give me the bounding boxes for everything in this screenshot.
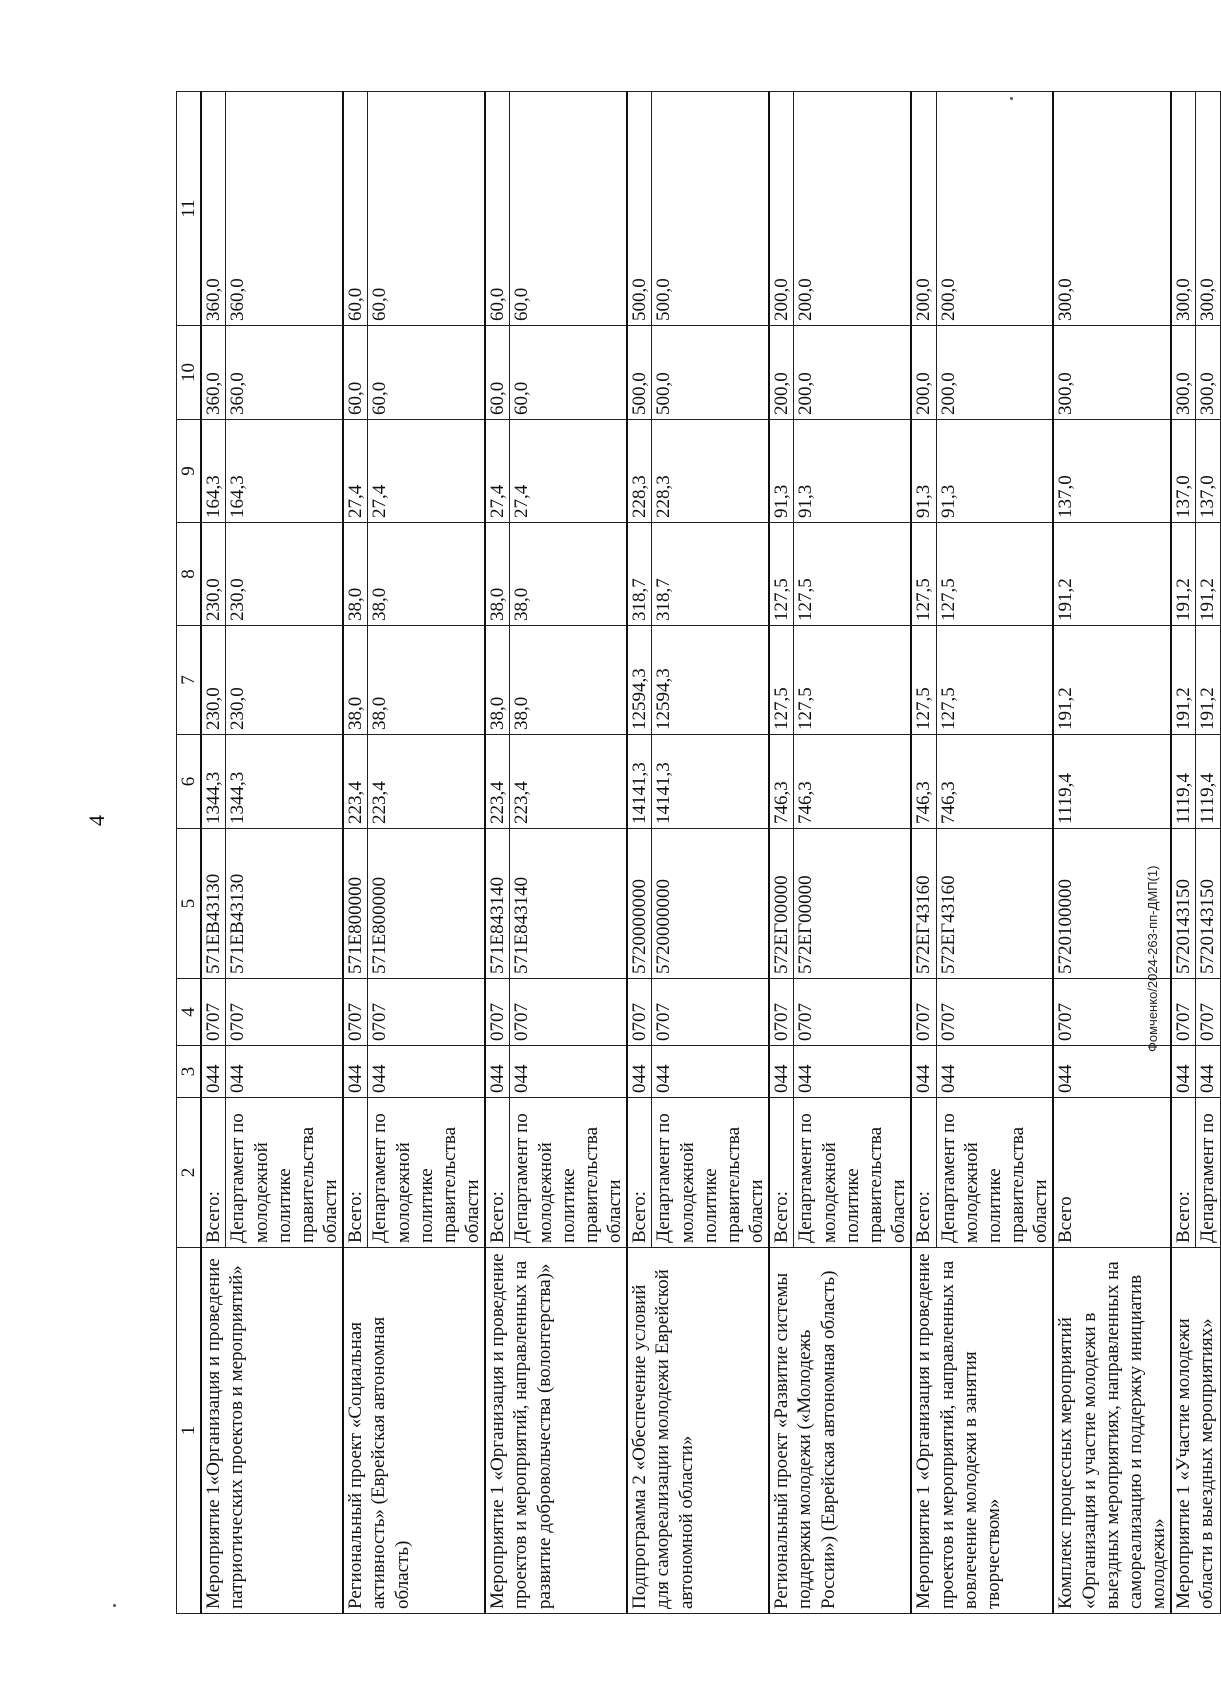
item-name-cell: Мероприятие 1 «Участие молодежи области в выездных мероприятиях» xyxy=(1171,1248,1220,1614)
value-cell: 0707 xyxy=(510,979,627,1046)
executor-cell: Всего xyxy=(1053,1098,1171,1248)
value-cell: 127,5 xyxy=(911,523,936,626)
value-cell: 230,0 xyxy=(226,626,343,735)
value-cell: 318,7 xyxy=(652,523,769,626)
column-header: 9 xyxy=(177,420,202,523)
value-cell: 60,0 xyxy=(510,326,627,420)
value-cell: 044 xyxy=(627,1046,652,1098)
table-row xyxy=(627,92,652,1614)
column-header: 2 xyxy=(177,1098,202,1248)
value-cell: 044 xyxy=(485,1046,510,1098)
column-header: 3 xyxy=(177,1046,202,1098)
value-cell: 38,0 xyxy=(485,523,510,626)
table-row xyxy=(485,92,510,1614)
value-cell: 137,0 xyxy=(1196,420,1220,523)
value-cell: 127,5 xyxy=(794,626,911,735)
executor-cell: Департамент по xyxy=(1196,1098,1220,1248)
executor-cell: Департамент по молодежной политике правительства области xyxy=(794,1098,911,1248)
value-cell: 0707 xyxy=(1053,979,1171,1046)
executor-cell: Всего: xyxy=(343,1098,368,1248)
value-cell: 164,3 xyxy=(201,420,226,523)
value-cell: 200,0 xyxy=(794,92,911,326)
item-name-cell: Мероприятие 1 «Организация и проведение проектов и мероприятий, направленных на вовлечение молодежи в занятия творчеством» xyxy=(911,1248,1053,1614)
value-cell: 1119,4 xyxy=(1196,735,1220,829)
value-cell: 0707 xyxy=(769,979,794,1046)
value-cell: 27,4 xyxy=(485,420,510,523)
value-cell: 228,3 xyxy=(652,420,769,523)
value-cell: 223,4 xyxy=(368,735,485,829)
item-name-cell: Региональный проект «Социальная активность» (Еврейская автономная область) xyxy=(343,1248,485,1614)
item-name-cell: Комплекс процессных мероприятий «Организация и участие молодежи в выездных мероприятиях, направленных на самореализацию и поддержку инициатив молодежи» xyxy=(1053,1248,1171,1614)
value-cell: 0707 xyxy=(627,979,652,1046)
table-row xyxy=(1053,92,1171,1614)
value-cell: 044 xyxy=(368,1046,485,1098)
value-cell: 200,0 xyxy=(794,326,911,420)
item-name-cell: Мероприятие 1 «Организация и проведение проектов и мероприятий, направленных на развитие добровольчества (волонтерства)» xyxy=(485,1248,627,1614)
value-cell: 0707 xyxy=(226,979,343,1046)
value-cell: 500,0 xyxy=(627,326,652,420)
value-cell: 0707 xyxy=(368,979,485,1046)
value-cell: 300,0 xyxy=(1053,92,1171,326)
value-cell: 60,0 xyxy=(368,326,485,420)
value-cell: 5720000000 xyxy=(652,829,769,979)
table-row xyxy=(201,92,226,1614)
executor-cell: Всего: xyxy=(201,1098,226,1248)
value-cell: 60,0 xyxy=(343,92,368,326)
value-cell: 38,0 xyxy=(485,626,510,735)
value-cell: 60,0 xyxy=(485,92,510,326)
executor-cell: Департамент по молодежной политике правительства области xyxy=(652,1098,769,1248)
value-cell: 200,0 xyxy=(911,326,936,420)
value-cell: 127,5 xyxy=(769,523,794,626)
value-cell: 044 xyxy=(936,1046,1053,1098)
executor-cell: Всего: xyxy=(627,1098,652,1248)
value-cell: 230,0 xyxy=(201,523,226,626)
value-cell: 0707 xyxy=(911,979,936,1046)
value-cell: 360,0 xyxy=(201,326,226,420)
value-cell: 191,2 xyxy=(1053,626,1171,735)
value-cell: 5720143150 xyxy=(1171,829,1196,979)
column-header: 7 xyxy=(177,626,202,735)
value-cell: 223,4 xyxy=(485,735,510,829)
value-cell: 300,0 xyxy=(1196,92,1220,326)
value-cell: 360,0 xyxy=(226,326,343,420)
value-cell: 38,0 xyxy=(343,523,368,626)
value-cell: 0707 xyxy=(1196,979,1220,1046)
value-cell: 228,3 xyxy=(627,420,652,523)
value-cell: 27,4 xyxy=(343,420,368,523)
value-cell: 60,0 xyxy=(510,92,627,326)
value-cell: 5720143150 xyxy=(1196,829,1220,979)
column-header: 10 xyxy=(177,326,202,420)
column-header: 5 xyxy=(177,829,202,979)
value-cell: 500,0 xyxy=(627,92,652,326)
value-cell: 571ЕВ43130 xyxy=(201,829,226,979)
value-cell: 0707 xyxy=(936,979,1053,1046)
executor-cell: Всего: xyxy=(1171,1098,1196,1248)
value-cell: 044 xyxy=(769,1046,794,1098)
value-cell: 044 xyxy=(911,1046,936,1098)
value-cell: 044 xyxy=(1196,1046,1220,1098)
value-cell: 746,3 xyxy=(794,735,911,829)
value-cell: 572ЕГ00000 xyxy=(769,829,794,979)
budget-table xyxy=(176,91,1221,1614)
value-cell: 572ЕГ43160 xyxy=(911,829,936,979)
column-header: 11 xyxy=(177,92,202,326)
value-cell: 044 xyxy=(201,1046,226,1098)
value-cell: 746,3 xyxy=(936,735,1053,829)
value-cell: 60,0 xyxy=(368,92,485,326)
value-cell: 91,3 xyxy=(769,420,794,523)
executor-cell: Всего: xyxy=(911,1098,936,1248)
value-cell: 12594,3 xyxy=(627,626,652,735)
value-cell: 360,0 xyxy=(201,92,226,326)
value-cell: 38,0 xyxy=(343,626,368,735)
rotated-budget-table xyxy=(176,92,1221,1614)
value-cell: 127,5 xyxy=(936,626,1053,735)
value-cell: 300,0 xyxy=(1196,326,1220,420)
value-cell: 14141,3 xyxy=(652,735,769,829)
value-cell: 572ЕГ00000 xyxy=(794,829,911,979)
table-row xyxy=(911,92,936,1614)
value-cell: 14141,3 xyxy=(627,735,652,829)
value-cell: 164,3 xyxy=(226,420,343,523)
item-name-cell: Региональный проект «Развитие системы поддержки молодежи («Молодежь России») (Еврейская автономная область) xyxy=(769,1248,911,1614)
value-cell: 571Е843140 xyxy=(485,829,510,979)
value-cell: 38,0 xyxy=(368,626,485,735)
column-header: 1 xyxy=(177,1248,202,1614)
table-row xyxy=(1171,92,1196,1614)
value-cell: 044 xyxy=(226,1046,343,1098)
value-cell: 12594,3 xyxy=(652,626,769,735)
value-cell: 27,4 xyxy=(368,420,485,523)
value-cell: 200,0 xyxy=(936,92,1053,326)
value-cell: 044 xyxy=(794,1046,911,1098)
value-cell: 044 xyxy=(510,1046,627,1098)
value-cell: 571Е800000 xyxy=(368,829,485,979)
value-cell: 223,4 xyxy=(510,735,627,829)
executor-cell: Департамент по молодежной политике правительства области xyxy=(368,1098,485,1248)
value-cell: 318,7 xyxy=(627,523,652,626)
value-cell: 127,5 xyxy=(794,523,911,626)
value-cell: 200,0 xyxy=(911,92,936,326)
value-cell: 571Е843140 xyxy=(510,829,627,979)
value-cell: 300,0 xyxy=(1171,92,1196,326)
page-number: 4 xyxy=(84,815,109,826)
table-row xyxy=(769,92,794,1614)
value-cell: 127,5 xyxy=(769,626,794,735)
table-row xyxy=(343,92,368,1614)
column-header: 6 xyxy=(177,735,202,829)
value-cell: 571ЕВ43130 xyxy=(226,829,343,979)
value-cell: 044 xyxy=(343,1046,368,1098)
value-cell: 044 xyxy=(1053,1046,1171,1098)
value-cell: 746,3 xyxy=(911,735,936,829)
executor-cell: Всего: xyxy=(485,1098,510,1248)
value-cell: 200,0 xyxy=(769,326,794,420)
executor-cell: Департамент по молодежной политике правительства области xyxy=(936,1098,1053,1248)
value-cell: 1344,3 xyxy=(201,735,226,829)
value-cell: 191,2 xyxy=(1196,523,1220,626)
value-cell: 223,4 xyxy=(343,735,368,829)
value-cell: 200,0 xyxy=(769,92,794,326)
value-cell: 500,0 xyxy=(652,326,769,420)
value-cell: 300,0 xyxy=(1171,326,1196,420)
value-cell: 300,0 xyxy=(1053,326,1171,420)
value-cell: 60,0 xyxy=(485,326,510,420)
value-cell: 1119,4 xyxy=(1053,735,1171,829)
value-cell: 27,4 xyxy=(510,420,627,523)
value-cell: 230,0 xyxy=(226,523,343,626)
value-cell: 572ЕГ43160 xyxy=(936,829,1053,979)
value-cell: 0707 xyxy=(652,979,769,1046)
value-cell: 127,5 xyxy=(936,523,1053,626)
value-cell: 91,3 xyxy=(794,420,911,523)
value-cell: 191,2 xyxy=(1171,523,1196,626)
value-cell: 0707 xyxy=(485,979,510,1046)
value-cell: 137,0 xyxy=(1171,420,1196,523)
header-row xyxy=(177,92,202,1614)
executor-cell: Всего: xyxy=(769,1098,794,1248)
item-name-cell: Мероприятие 1«Организация и проведение патриотических проектов и мероприятий» xyxy=(201,1248,343,1614)
value-cell: 38,0 xyxy=(368,523,485,626)
value-cell: 0707 xyxy=(343,979,368,1046)
executor-cell: Департамент по молодежной политике правительства области xyxy=(226,1098,343,1248)
value-cell: 1119,4 xyxy=(1171,735,1196,829)
executor-cell: Департамент по молодежной политике правительства области xyxy=(510,1098,627,1248)
value-cell: 200,0 xyxy=(936,326,1053,420)
value-cell: 38,0 xyxy=(510,523,627,626)
value-cell: 1344,3 xyxy=(226,735,343,829)
item-name-cell: Подпрограмма 2 «Обеспечение условий для самореализации молодежи Еврейской автономной области» xyxy=(627,1248,769,1614)
table-body xyxy=(201,92,1220,1614)
value-cell: 360,0 xyxy=(226,92,343,326)
value-cell: 191,2 xyxy=(1171,626,1196,735)
footer-code: Фомченко/2024-263-пп-ДМП(1) xyxy=(1145,865,1160,1052)
column-header: 8 xyxy=(177,523,202,626)
value-cell: 0707 xyxy=(201,979,226,1046)
scan-speck xyxy=(113,1604,116,1607)
value-cell: 5720000000 xyxy=(627,829,652,979)
value-cell: 91,3 xyxy=(911,420,936,523)
value-cell: 191,2 xyxy=(1196,626,1220,735)
value-cell: 137,0 xyxy=(1053,420,1171,523)
value-cell: 5720100000 xyxy=(1053,829,1171,979)
value-cell: 044 xyxy=(652,1046,769,1098)
value-cell: 91,3 xyxy=(936,420,1053,523)
value-cell: 746,3 xyxy=(769,735,794,829)
value-cell: 044 xyxy=(1171,1046,1196,1098)
value-cell: 127,5 xyxy=(911,626,936,735)
value-cell: 60,0 xyxy=(343,326,368,420)
value-cell: 0707 xyxy=(1171,979,1196,1046)
value-cell: 0707 xyxy=(794,979,911,1046)
column-header: 4 xyxy=(177,979,202,1046)
value-cell: 571Е800000 xyxy=(343,829,368,979)
value-cell: 500,0 xyxy=(652,92,769,326)
value-cell: 191,2 xyxy=(1053,523,1171,626)
value-cell: 38,0 xyxy=(510,626,627,735)
value-cell: 230,0 xyxy=(201,626,226,735)
